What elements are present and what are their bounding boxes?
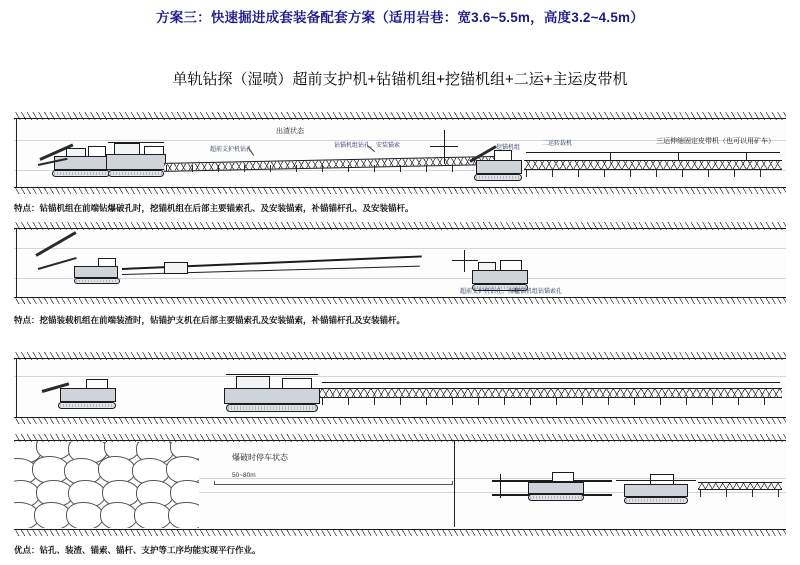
tail-conveyor-legs-1 (526, 170, 780, 177)
drill-anchor-tower-3 (236, 376, 270, 389)
support-body-2 (74, 266, 118, 278)
support-boom-2b (38, 257, 77, 270)
scene-2-label-2: 挖锚机组钻锚索孔 (514, 289, 563, 295)
excavate-track (474, 174, 522, 181)
scene-4-state-label: 爆破时停车状态 (232, 453, 288, 462)
rock-cell (100, 502, 138, 528)
rod-carrier-2 (164, 262, 188, 274)
floor-hatch-3 (14, 418, 786, 424)
scene-3-panel (14, 352, 786, 424)
ref-line-2a (14, 248, 786, 249)
roof-bolt-marker-1 (444, 130, 445, 164)
standoff-dim-label: 50~80m (232, 472, 256, 479)
scene-2-note: 特点：挖锚装载机组在前端装渣时，钻锚护支机在后部主要锚索孔及安装锚索，补锚锚杆孔及安装锚杆。 (14, 315, 406, 325)
parked-mast (500, 474, 501, 498)
tunnel-floor-2 (14, 296, 786, 304)
parked-conveyor-legs (700, 490, 780, 497)
parked-excavate-body (624, 484, 688, 497)
parked-body (528, 482, 584, 494)
roof-line-3 (14, 358, 786, 359)
parked-cab (552, 472, 574, 482)
scene-4-panel (14, 434, 786, 536)
tunnel-roof-1 (14, 112, 786, 120)
scene-1-label-2: 超前支护机钻孔 (210, 147, 253, 153)
page-title: 方案三：快速掘进成套装备配套方案（适用岩巷：宽3.6~5.5m，高度3.2~4.5m） (156, 10, 644, 25)
stop-reference-line (454, 441, 455, 527)
roof-bolt-cross-1 (430, 146, 458, 147)
excavate-drill-head-2 (478, 262, 496, 271)
floor-hatch-1 (14, 188, 786, 194)
support-body-3 (60, 388, 116, 402)
tail-conveyor-post-b (678, 152, 679, 160)
ref-line-3a (14, 376, 786, 377)
support-cab-2 (98, 258, 116, 267)
parked-conveyor (698, 482, 782, 490)
support-boom-2a (35, 231, 76, 257)
face-line-3 (16, 359, 17, 417)
rock-mass-region (14, 442, 199, 528)
main-conveyor-legs-3 (322, 398, 780, 405)
excavate-body (476, 160, 522, 174)
support-machine-cab (66, 148, 86, 157)
roof-line-1 (14, 118, 786, 119)
support-machine-track (52, 170, 110, 177)
scene-2-panel (14, 222, 786, 304)
parked-excavate-track (624, 497, 688, 504)
parked-excavate-rail (616, 480, 696, 481)
roof-line-4 (14, 440, 786, 441)
page-subtitle: 单轨钻探（湿喷）超前支护机+钻锚机组+挖锚机组+二运+主运皮带机 (172, 71, 628, 88)
floor-hatch-2 (14, 298, 786, 304)
scene-1-panel (14, 112, 786, 194)
tail-conveyor-post-a (610, 152, 611, 160)
tunnel-floor-3 (14, 416, 786, 424)
tunnel-roof-2 (14, 222, 786, 230)
ref-line-2b (14, 278, 786, 279)
scene-1-label-5: 三运伸缩固定皮带机（也可以用矿车） (656, 138, 775, 145)
main-conveyor-legs-1 (166, 165, 492, 172)
drill-anchor-body-3 (224, 388, 320, 404)
standoff-dim-tick-right (452, 481, 453, 485)
rock-cell (168, 502, 199, 528)
main-conveyor-3 (320, 388, 782, 398)
main-conveyor-top-rail-3 (322, 382, 780, 383)
scene-1-label-4: 二运转载机 (542, 141, 573, 147)
support-cab-3 (86, 379, 108, 389)
face-line-2 (16, 229, 17, 297)
tail-conveyor-post-c (746, 152, 747, 160)
face-line-1 (16, 119, 17, 187)
scene-1-note: 特点：钻锚机组在前端钻爆破孔时，挖锚机组在后部主要锚索孔、及安装锚索，补锚锚杆孔、及安装锚杆。 (14, 203, 414, 213)
tunnel-floor-4 (14, 528, 786, 536)
excavate-cross-2 (452, 260, 478, 261)
rock-cell (66, 502, 104, 528)
tail-conveyor-top-rail-1 (526, 152, 780, 153)
tunnel-floor-1 (14, 186, 786, 194)
standoff-dim-line (214, 484, 452, 485)
standoff-dim-tick-left (214, 481, 215, 485)
scene-2-label-1: 超前支护机钻孔、湿喷 (460, 289, 521, 295)
support-machine-mast (88, 146, 106, 157)
excavate-mast-2 (464, 250, 465, 272)
parked-track (528, 494, 584, 501)
drill-anchor-track-3 (226, 404, 318, 412)
scene-1-label-3: 挖锚机组 (496, 145, 521, 151)
support-track-2 (74, 278, 120, 284)
drill-anchor-tower (114, 143, 140, 155)
scene-4-note: 优点：钻孔、装渣、锚索、锚杆、支护等工序均能实现平行作业。 (14, 545, 261, 555)
roof-line-2 (14, 228, 786, 229)
excavate-body-2 (472, 270, 528, 284)
floor-hatch-4 (14, 530, 786, 536)
tunnel-roof-4 (14, 434, 786, 442)
excavate-cab-2 (500, 260, 522, 271)
drill-anchor-platform (144, 146, 164, 155)
scene-1-state-label: 出渣状态 (276, 128, 304, 135)
tunnel-roof-3 (14, 352, 786, 360)
scene-1-label-1: 钻锚机组钻孔、安装锚索 (334, 143, 401, 149)
drill-anchor-platform-3 (282, 378, 312, 389)
rock-cell (134, 502, 172, 528)
drill-anchor-rail (108, 142, 164, 143)
drill-anchor-track (108, 170, 164, 177)
excavate-cab (494, 150, 512, 161)
drill-anchor-body (106, 154, 166, 170)
tail-conveyor-1 (524, 160, 782, 170)
support-track-3 (58, 402, 116, 409)
drill-anchor-rail-3 (226, 374, 318, 375)
